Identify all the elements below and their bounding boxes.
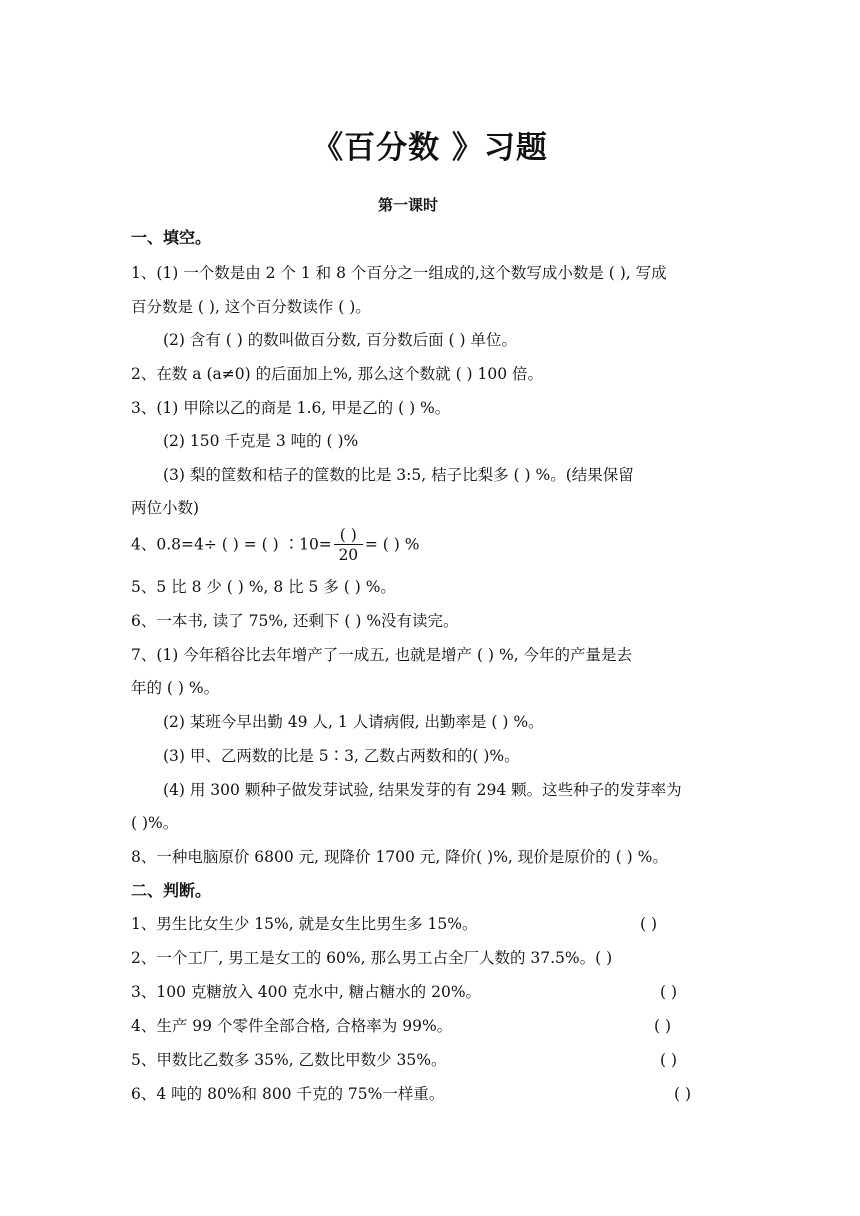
question-3-2: (2) 150 千克是 3 吨的 ( )% [163, 432, 359, 450]
fraction-denominator: 20 [338, 546, 359, 564]
judgement-2: 2、一个工厂, 男工是女工的 60%, 那么男工占全厂人数的 37.5%。( ) [131, 949, 613, 967]
question-1-1-line1: 1、(1) 一个数是由 2 个 1 和 8 个百分之一组成的,这个数写成小数是 ( ), 写成 [131, 264, 667, 282]
lesson-subtitle: 第一课时 [377, 196, 438, 214]
judgement-1-answer-bracket: ( ) [640, 915, 658, 933]
judgement-3-answer-bracket: ( ) [660, 983, 678, 1001]
question-1-1-line2: 百分数是 ( ), 这个百分数读作 ( )。 [131, 298, 371, 316]
question-3-3-line1: (3) 梨的筐数和桔子的筐数的比是 3:5, 桔子比梨多 ( ) %。(结果保留 [163, 466, 634, 484]
question-4 [131, 526, 741, 565]
judgement-5: 5、甲数比乙数多 35%, 乙数比甲数少 35%。 [131, 1051, 447, 1069]
judgement-5-answer-bracket: ( ) [660, 1051, 678, 1069]
section-fill-in-heading: 一、填空。 [131, 228, 212, 247]
question-5: 5、5 比 8 少 ( ) %, 8 比 5 多 ( ) %。 [131, 578, 396, 596]
judgement-6-answer-bracket: ( ) [674, 1085, 692, 1103]
section-judgement-heading: 二、判断。 [131, 881, 212, 900]
question-4-fraction [334, 526, 363, 565]
question-2: 2、在数 a (a≠0) 的后面加上%, 那么这个数就 ( ) 100 倍。 [131, 365, 544, 383]
question-3-1: 3、(1) 甲除以乙的商是 1.6, 甲是乙的 ( ) %。 [131, 399, 451, 417]
question-7-4-line1: (4) 用 300 颗种子做发芽试验, 结果发芽的有 294 颗。这些种子的发芽率为 [163, 781, 682, 799]
question-1-2: (2) 含有 ( ) 的数叫做百分数, 百分数后面 ( ) 单位。 [163, 331, 517, 349]
judgement-4-answer-bracket: ( ) [654, 1017, 672, 1035]
question-4-right: = ( ) % [364, 535, 420, 554]
question-3-3-line2: 两位小数) [131, 499, 200, 517]
judgement-6: 6、4 吨的 80%和 800 千克的 75%一样重。 [131, 1085, 445, 1103]
question-7-1-line2: 年的 ( ) %。 [131, 679, 220, 697]
question-4-left: 4、0.8=4÷ ( ) = ( ) ∶10= [131, 535, 332, 554]
question-7-2: (2) 某班今早出勤 49 人, 1 人请病假, 出勤率是 ( ) %。 [163, 713, 544, 731]
judgement-1: 1、男生比女生少 15%, 就是女生比男生多 15%。 [131, 915, 478, 933]
judgement-3: 3、100 克糖放入 400 克水中, 糖占糖水的 20%。 [131, 983, 482, 1001]
question-6: 6、一本书, 读了 75%, 还剩下 ( ) %没有读完。 [131, 612, 459, 630]
question-7-4-line2: ( )%。 [131, 814, 179, 832]
judgement-4: 4、生产 99 个零件全部合格, 合格率为 99%。 [131, 1017, 453, 1035]
question-7-3: (3) 甲、乙两数的比是 5∶3, 乙数占两数和的( )%。 [163, 747, 520, 765]
question-7-1-line1: 7、(1) 今年稻谷比去年增产了一成五, 也就是增产 ( ) %, 今年的产量是去 [131, 646, 633, 664]
page-title: 《百分数 》习题 [312, 130, 548, 166]
question-8: 8、一种电脑原价 6800 元, 现降价 1700 元, 降价( )%, 现价是原价的 ( ) %。 [131, 848, 668, 866]
fraction-numerator: ( ) [334, 526, 363, 545]
